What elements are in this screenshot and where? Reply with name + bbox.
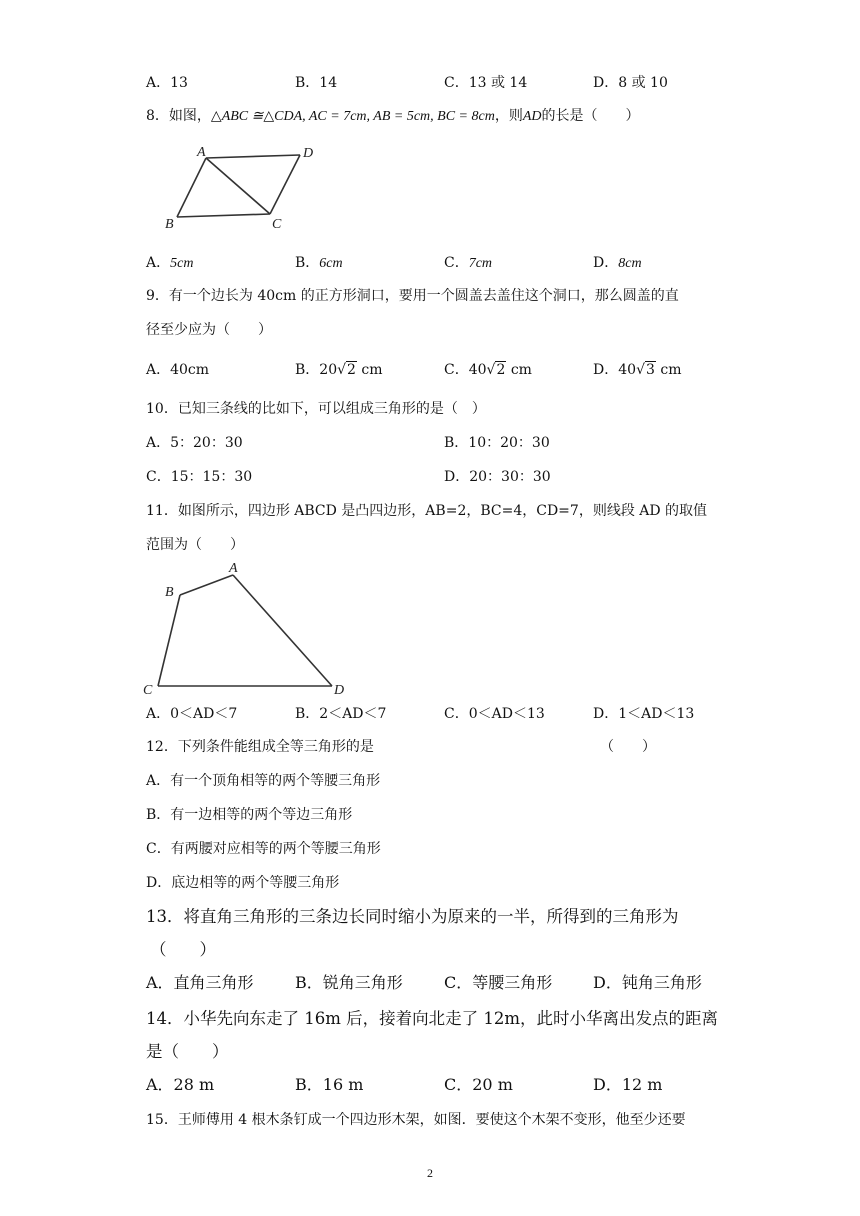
q10-stem: 10．已知三条线的比如下，可以组成三角形的是（ ） (146, 401, 486, 417)
q9-option-b-unit: cm (356, 362, 383, 378)
sqrt-symbol: √3 (636, 362, 655, 378)
q14-stem-line2: 是（ ） (146, 1042, 229, 1061)
q13-option-d: D．钝角三角形 (593, 973, 702, 992)
sqrt-symbol: √2 (337, 362, 356, 378)
q11-option-d: D．1＜AD＜13 (593, 706, 695, 722)
q8-label-c: C (272, 217, 282, 232)
q8-option-a (146, 253, 193, 274)
q9-option-d (593, 360, 681, 380)
q8-label-a: A (197, 145, 206, 160)
q13-option-a: A．直角三角形 (146, 973, 254, 992)
q11-label-c: C (143, 683, 153, 698)
q9-option-b (295, 360, 383, 380)
q11-label-a: A (229, 561, 238, 576)
q9-option-c-letter: C． (444, 362, 469, 378)
q11-edge-ad (233, 575, 332, 686)
q9-option-c-coef: 40 (468, 362, 487, 378)
q12-option-d: D．底边相等的两个等腰三角形 (146, 875, 340, 891)
q14-option-b: B．16 m (295, 1075, 364, 1094)
q12-stem: 12．下列条件能组成全等三角形的是 (146, 739, 374, 755)
q14-option-a: A．28 m (146, 1075, 215, 1094)
q8-suffix: ，则 (494, 108, 523, 124)
q9-option-b-letter: B． (295, 362, 320, 378)
q13-option-c: C．等腰三角形 (444, 973, 553, 992)
q9-stem-line2: 径至少应为（ ） (146, 322, 272, 338)
q14-stem-line1: 14．小华先向东走了 16m 后，接着向北走了 12m，此时小华离出发点的距离 (146, 1009, 719, 1028)
q10-option-d: D．20：30：30 (444, 469, 551, 485)
q9-option-c-radicand: 2 (496, 362, 506, 378)
q11-stem-line1: 11．如图所示，四边形 ABCD 是凸四边形，AB=2，BC=4，CD=7，则线段 AD 的取值 (146, 503, 708, 519)
q11-option-b: B．2＜AD＜7 (295, 706, 387, 722)
q9-option-d-coef: 40 (618, 362, 637, 378)
q10-option-a: A．5：20：30 (146, 435, 243, 451)
q7-option-d: D．8 或 10 (593, 75, 668, 91)
q8-option-b (295, 253, 343, 274)
q8-prefix: 8．如图， (146, 108, 211, 124)
q9-option-d-radicand: 3 (645, 362, 655, 378)
q14-option-d: D．12 m (593, 1075, 663, 1094)
q8-formula: △ABC ≅△CDA, AC = 7cm, AB = 5cm, BC = 8cm (210, 109, 495, 124)
q8-figure (160, 140, 330, 235)
q15-stem-line1: 15．王师傅用 4 根木条钉成一个四边形木架，如图．要使这个木架不变形，他至少还要 (146, 1112, 686, 1128)
q8-option-a-letter: A． (146, 255, 171, 271)
q12-option-c: C．有两腰对应相等的两个等腰三角形 (146, 841, 381, 857)
q7-option-a: A．13 (146, 75, 188, 91)
q7-option-c: C．13 或 14 (444, 75, 528, 91)
q8-option-b-value: 6cm (319, 256, 343, 271)
sqrt-symbol: √2 (486, 362, 506, 378)
q11-option-c: C．0＜AD＜13 (444, 706, 545, 722)
q8-edge-ba (177, 158, 206, 217)
q9-option-d-unit: cm (655, 362, 682, 378)
q8-edge-ad (206, 155, 300, 158)
q8-option-c-letter: C． (444, 255, 469, 271)
q8-edge-ac (206, 158, 270, 214)
q9-option-b-radicand: 2 (347, 362, 356, 378)
q13-stem-line2: （ ） (150, 940, 216, 959)
q9-option-c-unit: cm (506, 362, 532, 378)
q10-option-c: C．15：15：30 (146, 469, 253, 485)
q8-option-a-value: 5cm (170, 256, 194, 271)
q13-option-b: B．锐角三角形 (295, 973, 403, 992)
q8-option-d-value: 8cm (618, 256, 642, 271)
q13-stem-line1: 13．将直角三角形的三条边长同时缩小为原来的一半，所得到的三角形为 (146, 907, 679, 926)
q9-stem-line1: 9．有一个边长为 40cm 的正方形洞口，要用一个圆盖去盖住这个洞口，那么圆盖的直 (146, 288, 679, 304)
q9-option-d-letter: D． (593, 362, 619, 378)
q8-option-d (593, 253, 642, 274)
q11-edge-cb (158, 595, 180, 686)
q9-option-c (444, 360, 532, 380)
q11-figure (140, 560, 355, 700)
q8-ad: AD (522, 109, 542, 124)
q8-stem (146, 106, 640, 127)
q10-option-b: B．10：20：30 (444, 435, 550, 451)
q14-option-c: C．20 m (444, 1075, 513, 1094)
q8-option-b-letter: B． (295, 255, 320, 271)
q12-bracket: （ ） (600, 739, 656, 755)
q11-stem-line2: 范围为（ ） (146, 537, 244, 553)
q9-option-b-coef: 20 (319, 362, 338, 378)
q12-option-a: A．有一个顶角相等的两个等腰三角形 (146, 773, 381, 789)
page-number: 2 (427, 1166, 433, 1180)
q11-edge-ba (180, 575, 233, 595)
q8-tail: 的长是（ ） (541, 108, 640, 124)
q7-option-b: B．14 (295, 75, 338, 91)
q11-option-a: A．0＜AD＜7 (146, 706, 238, 722)
q11-label-b: B (165, 585, 174, 600)
q8-option-c-value: 7cm (468, 256, 493, 271)
q8-label-b: B (165, 217, 174, 232)
q9-option-a: A．40cm (146, 362, 210, 378)
q8-option-d-letter: D． (593, 255, 619, 271)
q8-label-d: D (303, 146, 314, 161)
q11-label-d: D (334, 683, 345, 698)
q12-option-b: B．有一边相等的两个等边三角形 (146, 807, 353, 823)
q8-option-c (444, 253, 492, 274)
q8-edge-dc (270, 155, 300, 214)
q8-edge-cb (177, 214, 270, 217)
